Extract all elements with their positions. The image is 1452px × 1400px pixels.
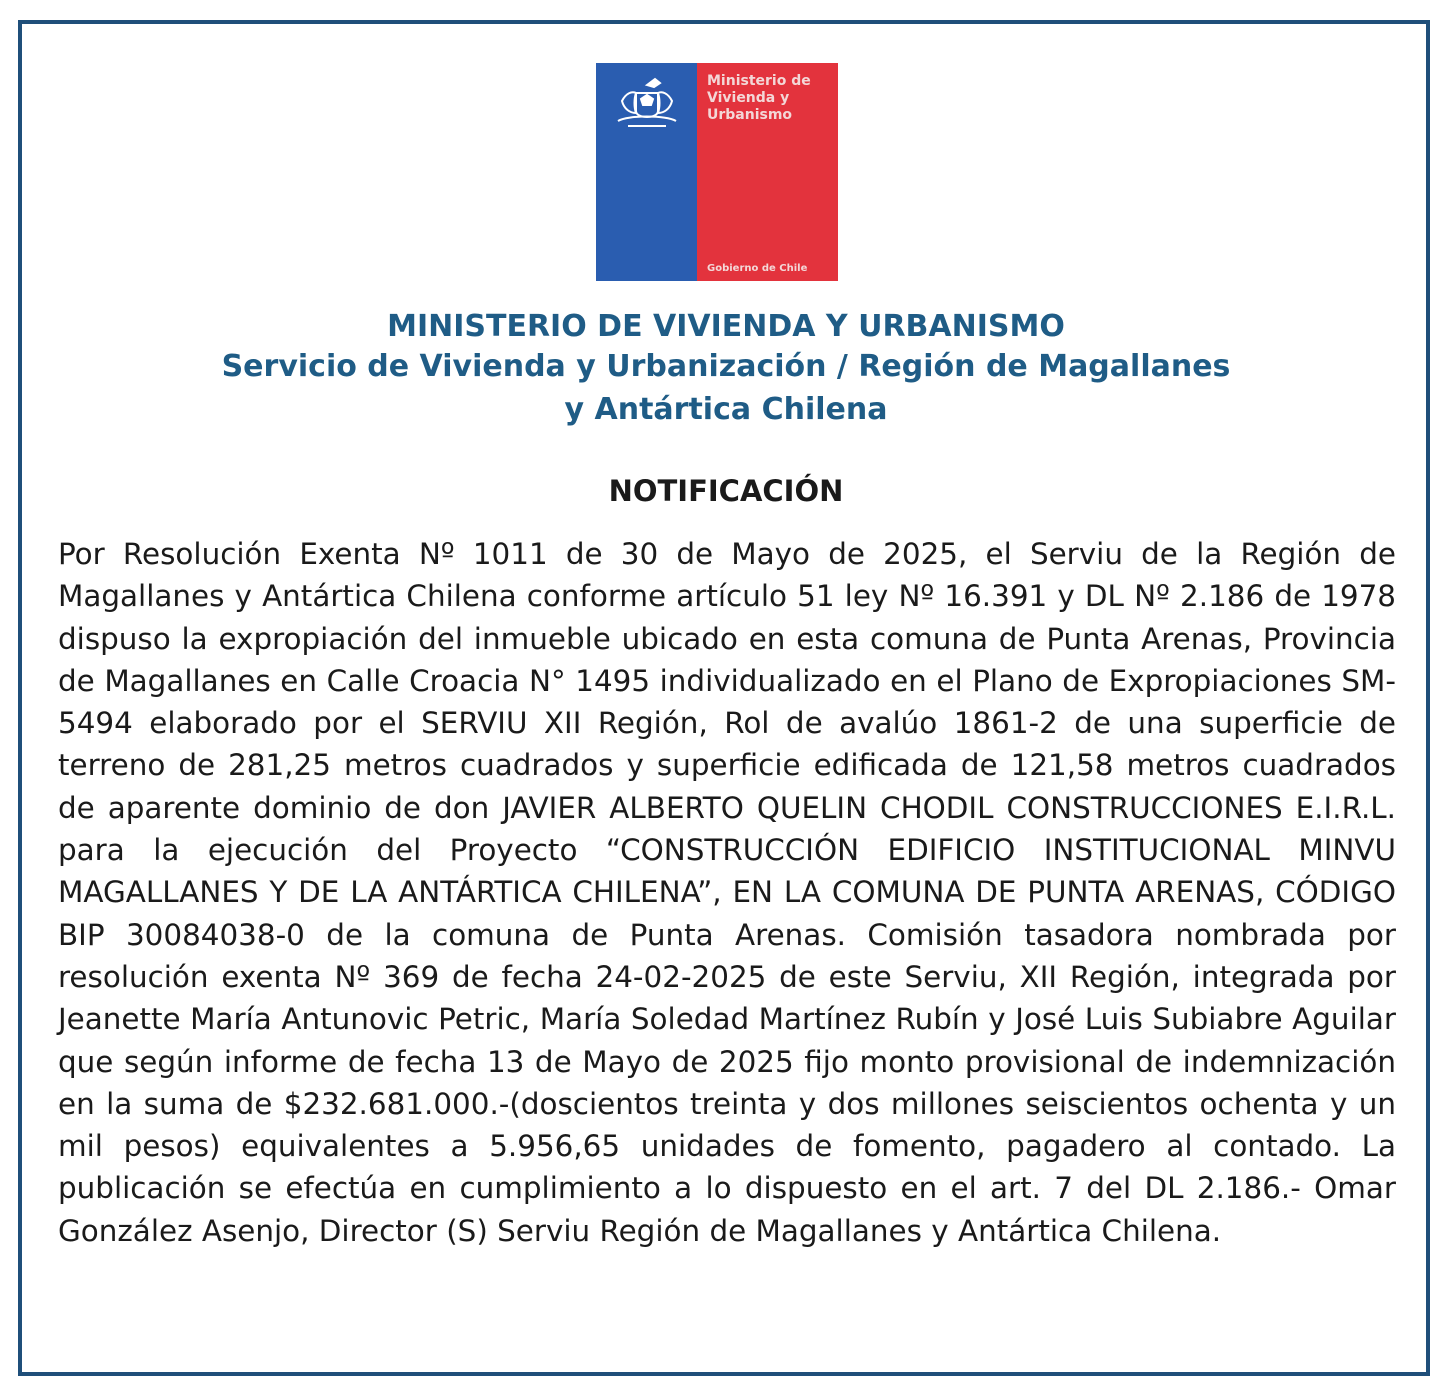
logo-blue-panel	[596, 63, 697, 281]
region-heading: y Antártica Chilena	[564, 392, 888, 427]
coat-of-arms-icon	[608, 71, 686, 137]
service-heading: Servicio de Vivienda y Urbanización / Región de Magallanes	[221, 349, 1231, 384]
logo-government-text: Gobierno de Chile	[707, 263, 808, 274]
logo-red-panel	[697, 63, 838, 281]
logo-ministry-line-3: Urbanismo	[707, 107, 793, 123]
ministry-logo	[596, 63, 838, 281]
logo-ministry-text	[707, 73, 833, 124]
ministry-heading: MINISTERIO DE VIVIENDA Y URBANISMO	[387, 309, 1065, 344]
notice-body: Por Resolución Exenta Nº 1011 de 30 de Mayo de 2025, el Serviu de la Región de Magallanes y Antártica Chilena conforme artículo 51 ley Nº 16.391 y DL Nº 2.186 de 1978 dispuso la expropiación del inmueble ubicado en esta comuna de Punta Arenas, Provincia de Magallanes en Calle Croacia N° 1495 individualizado en el Plano de Expropiaciones SM-5494 elaborado por el SERVIU XII Región, Rol de avalúo 1861-2 de una superficie de terreno de 281,25 metros cuadrados y superficie edificada de 121,58 metros cuadrados de aparente dominio de don JAVIER ALBERTO QUELIN CHODIL CONSTRUCCIONES E.I.R.L. para la ejecución del Proyecto “CONSTRUCCIÓN EDIFICIO INSTITUCIONAL MINVU MAGALLANES Y DE LA ANTÁRTICA CHILENA”, EN LA COMUNA DE PUNTA ARENAS, CÓDIGO BIP 30084038-0 de la comuna de Punta Arenas. Comisión tasadora nombrada por resolución exenta Nº 369 de fecha 24-02-2025 de este Serviu, XII Región, integrada por Jeanette María Antunovic Petric, María Soledad Martínez Rubín y José Luis Subiabre Aguilar que según informe de fecha 13 de Mayo de 2025 fijo monto provisional de indemnización en la suma de $232.681.000.-(doscientos treinta y dos millones seiscientos ochenta y un mil pesos) equivalentes a 5.956,65 unidades de fomento, pagadero al contado. La publicación se efectúa en cumplimiento a lo dispuesto en el art. 7 del DL 2.186.- Omar González Asenjo, Director (S) Serviu Región de Magallanes y Antártica Chilena.	[58, 537, 1396, 1248]
logo-ministry-line-1: Ministerio de	[707, 73, 811, 89]
logo-ministry-line-2: Vivienda y	[707, 90, 790, 106]
notice-title: NOTIFICACIÓN	[608, 474, 844, 508]
